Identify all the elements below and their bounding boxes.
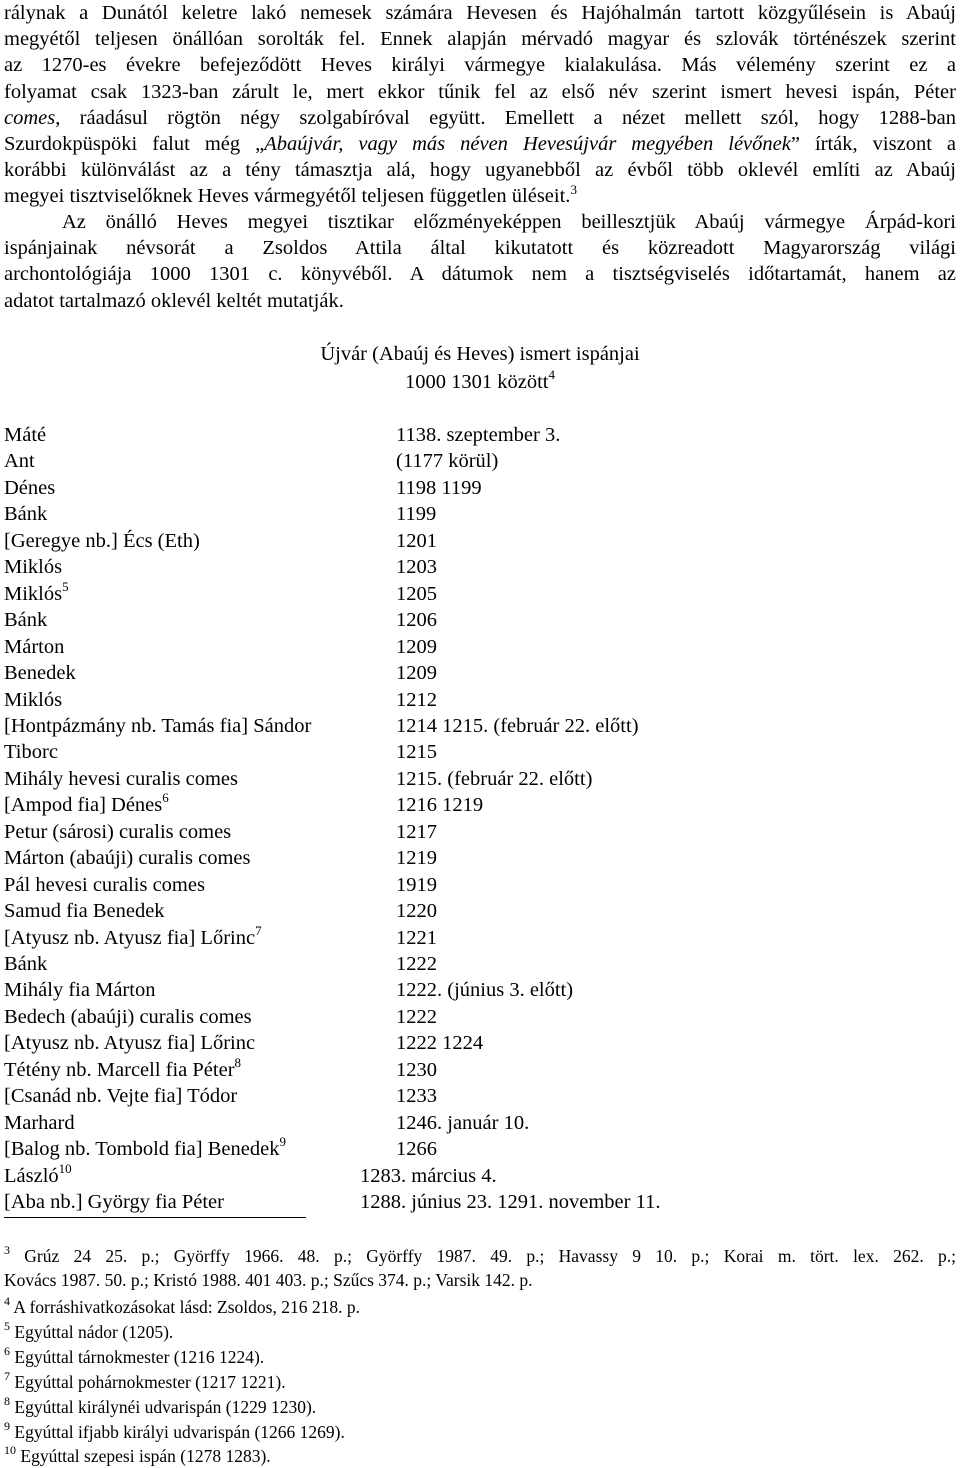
footnote-line — [4, 1370, 956, 1394]
footnote — [4, 1244, 956, 1292]
footnote-text: Kovács 1987. 50. p.; Kristó 1988. 401 403. p.; Szűcs 374. p.; Varsik 142. p. — [4, 1270, 533, 1290]
paragraph-line — [4, 105, 956, 131]
ispan-date: 1209 — [396, 662, 437, 685]
footnote-separator — [4, 1217, 306, 1218]
footnote-text: Egyúttal tárnokmester (1216 1224). — [14, 1347, 265, 1367]
ispan-row — [4, 713, 944, 739]
ispan-name: [Csanád nb. Vejte fia] Tódor — [4, 1085, 238, 1108]
ispan-date: (1177 körül) — [396, 450, 499, 473]
ispan-name: Ant — [4, 450, 35, 473]
ispan-row — [4, 819, 944, 845]
footnote — [4, 1295, 956, 1319]
ispan-name: [Atyusz nb. Atyusz fia] Lőrinc — [4, 1032, 256, 1055]
ispan-name: Marhard — [4, 1111, 75, 1134]
footnote-ref: 5 — [62, 578, 69, 594]
footnote-ref: 8 — [234, 1054, 242, 1070]
ispan-name: Bánk — [4, 953, 48, 975]
ispan-name: Miklós$^5$ — [4, 578, 69, 605]
paragraph-line: Az önálló Heves megyei tisztikar előzményeképpen beillesztjük Abaúj vármegye Árpád-kori — [62, 211, 956, 233]
ispan-name: Márton (abaúji) curalis comes — [4, 847, 251, 870]
list-subheading — [0, 369, 960, 395]
ispan-name: Tétény nb. Marcell fia Péter$^8$ — [4, 1054, 242, 1081]
paragraph-text: Szurdokpüspöki falut még „ — [4, 133, 265, 156]
paragraph-line: ispánjainak névsorát a Zsoldos Attila által kikutatott és közreadott Magyarország világi — [4, 237, 956, 260]
footnote-number: 5 — [4, 1319, 10, 1334]
ispan-date: 1212 — [396, 688, 437, 711]
footnote-line — [4, 1244, 956, 1268]
ispan-row — [4, 951, 944, 977]
ispan-date: 1222. (június 3. előtt) — [396, 979, 574, 1002]
ispan-row — [4, 922, 944, 951]
ispan-date: 1215. (február 22. előtt) — [396, 767, 593, 790]
footnote — [4, 1395, 956, 1419]
ispan-name: Mihály hevesi curalis comes — [4, 767, 238, 790]
list-subheading-text: 1000 1301 között — [405, 371, 549, 393]
ispan-date: 1283. március 4. — [360, 1164, 497, 1187]
ispan-name: Bánk — [4, 609, 48, 632]
footnote — [4, 1345, 956, 1369]
ispan-date: 1266 — [396, 1138, 437, 1161]
ispan-name: [Balog nb. Tombold fia] Benedek$^9$ — [4, 1134, 286, 1161]
footnote-text: Egyúttal királynéi udvarispán (1229 1230). — [14, 1397, 317, 1417]
ispan-row — [4, 634, 944, 660]
ispan-name: Márton — [4, 635, 65, 658]
footnote-ref: 7 — [255, 922, 262, 938]
ispan-name: Máté — [4, 424, 47, 446]
footnote-line — [4, 1395, 956, 1419]
footnote — [4, 1370, 956, 1394]
ispan-row — [4, 501, 944, 527]
ispan-row — [4, 687, 944, 713]
ispan-row — [4, 607, 944, 633]
footnote-line — [4, 1295, 956, 1319]
ispan-date: 1222 — [396, 953, 437, 975]
paragraph-line: az 1270-es évekre befejeződött Heves királyi vármegye kialakulása. Más vélemény szerint ez a — [4, 54, 956, 77]
ispan-date: 1214 1215. (február 22. előtt) — [396, 714, 639, 737]
ispan-name: Samud fia Benedek — [4, 900, 165, 923]
paragraph-text: , ráadásul rögtön négy szolgabíróval együtt. Emellett a nézet mellett szól, hogy 1288-ban — [55, 106, 956, 129]
paragraph-text: ” írták, viszont a — [790, 133, 956, 156]
ispan-name: Mihály fia Márton — [4, 979, 156, 1002]
footnote-ref: 3 — [570, 181, 577, 197]
ispan-date: 1220 — [396, 900, 437, 923]
ispan-name: Petur (sárosi) curalis comes — [4, 820, 232, 843]
footnote-text: Grúz 24 25. p.; Györffy 1966. 48. p.; Györffy 1987. 49. p.; Havassy 9 10. p.; Korai m. tört. lex. 262. p.; — [24, 1246, 957, 1266]
ispan-name: Miklós — [4, 556, 63, 579]
ispan-name: Bánk — [4, 503, 48, 526]
footnote-line — [4, 1444, 956, 1468]
footnote-number: 9 — [4, 1419, 10, 1434]
paragraph-line: korábbi különválást az a tény támasztja alá, hogy ugyanebből az évből több oklevél említi az Abaúj — [4, 159, 956, 182]
ispan-name: [Ampod fia] Dénes$^6$ — [4, 790, 169, 817]
ispan-date: 1201 — [396, 529, 437, 552]
list-heading: Újvár (Abaúj és Heves) ismert ispánjai — [320, 343, 640, 365]
ispan-name: Tiborc — [4, 741, 58, 764]
paragraph-line — [4, 131, 956, 157]
footnote-ref: 10 — [58, 1160, 72, 1176]
footnote-number: 6 — [4, 1344, 10, 1359]
ispan-row — [4, 1030, 944, 1056]
ispan-row — [4, 1160, 944, 1189]
ispan-row — [4, 739, 944, 765]
ispan-name: Dénes — [4, 476, 56, 499]
ispan-row — [4, 1054, 944, 1083]
ispan-date: 1199 — [396, 503, 437, 526]
ispan-row — [4, 1004, 944, 1030]
ispan-date: 1919 — [396, 873, 437, 896]
footnote-line — [4, 1345, 956, 1369]
ispan-name: Bedech (abaúji) curalis comes — [4, 1005, 252, 1028]
footnote-text: A forráshivatkozásokat lásd: Zsoldos, 216 218. p. — [13, 1297, 360, 1317]
footnote-ref: 4 — [548, 367, 555, 383]
paragraph-text: megyei tisztviselőknek Heves vármegyétől teljesen független üléseit. — [4, 185, 571, 208]
ispan-date: 1215 — [396, 741, 437, 764]
footnote-number: 8 — [4, 1394, 10, 1409]
ispan-date: 1221 — [396, 926, 437, 949]
footnote-ref: 9 — [279, 1134, 286, 1150]
ispan-name: Miklós — [4, 688, 63, 711]
ispan-row — [4, 554, 944, 580]
ispan-row — [4, 1189, 944, 1215]
footnote-number: 10 — [4, 1443, 16, 1458]
paragraph-line: megyétől teljesen önállóan sorolták fel. Ennek alapján mérvadó magyar és szlovák történészek szerint — [4, 28, 956, 51]
ispan-row — [4, 1136, 944, 1162]
footnote-line — [4, 1268, 956, 1292]
footnote — [4, 1444, 956, 1468]
ispan-date: 1230 — [396, 1058, 437, 1081]
paragraph-line: rálynak a Dunától keletre lakó nemesek számára Hevesen és Hajóhalmán tartott közgyűlésein is Abaúj — [4, 2, 956, 24]
footnote-text: Egyúttal pohárnokmester (1217 1221). — [14, 1372, 286, 1392]
footnote-ref: 6 — [162, 790, 169, 806]
ispan-row — [4, 578, 944, 607]
ispan-row — [4, 1110, 944, 1136]
ispan-name: [Aba nb.] György fia Péter — [4, 1191, 224, 1214]
paragraph-line: folyamat csak 1323-ban zárult le, mert ekkor tűnik fel az első név szerint ismert hevesi ispán, Péter — [4, 80, 956, 103]
footnote-number: 3 — [4, 1243, 10, 1258]
ispan-row — [4, 766, 944, 792]
ispan-row — [4, 475, 944, 501]
footnote-text: Egyúttal szepesi ispán (1278 1283). — [20, 1446, 271, 1466]
ispan-date: 1219 — [396, 847, 437, 870]
ispan-row — [4, 448, 944, 474]
ispan-date: 1222 1224 — [396, 1032, 484, 1055]
footnote — [4, 1420, 956, 1444]
paragraph-line: archontológiája 1000 1301 c. könyvéből. A dátumok nem a tisztségviselés időtartamát, hanem az — [4, 263, 956, 286]
ispan-date: 1246. január 10. — [396, 1111, 530, 1134]
body-paragraph-2 — [4, 209, 956, 314]
ispan-date: 1222 — [396, 1005, 437, 1028]
ispan-date: 1216 1219 — [396, 794, 484, 817]
ispan-date: 1209 — [396, 635, 437, 658]
footnote-number: 4 — [4, 1294, 10, 1309]
ispan-row — [4, 977, 944, 1003]
ispan-name: Benedek — [4, 662, 76, 685]
ispan-date: 1206 — [396, 609, 437, 632]
ispan-date: 1138. szeptember 3. — [396, 424, 561, 446]
ispan-date: 1203 — [396, 556, 437, 579]
ispan-row — [4, 528, 944, 554]
ispan-name: László$^{10}$ — [4, 1160, 72, 1187]
ispan-row — [4, 792, 944, 818]
ispan-name: Pál hevesi curalis comes — [4, 873, 205, 896]
ispan-name: [Geregye nb.] Écs (Eth) — [4, 529, 200, 552]
italic-term: comes — [4, 106, 56, 129]
ispan-row — [4, 872, 944, 898]
ispan-date: 1198 1199 — [396, 476, 482, 499]
ispan-row — [4, 422, 944, 448]
ispan-date: 1217 — [396, 820, 437, 843]
footnote-line — [4, 1420, 956, 1444]
ispan-date: 1288. június 23. 1291. november 11. — [360, 1191, 661, 1214]
ispan-row — [4, 845, 944, 871]
paragraph-line — [4, 183, 956, 209]
ispan-row — [4, 660, 944, 686]
footnote-line — [4, 1320, 956, 1344]
footnote-number: 7 — [4, 1369, 10, 1384]
italic-quote: Abaújvár, vagy más néven Hevesújvár megyében lévőnek — [264, 133, 791, 156]
paragraph-line: adatot tartalmazó oklevél keltét mutatják. — [4, 289, 344, 312]
ispan-date: 1205 — [396, 582, 437, 605]
body-paragraph-1 — [4, 0, 956, 210]
ispan-date: 1233 — [396, 1085, 437, 1108]
ispan-name: [Atyusz nb. Atyusz fia] Lőrinc$^7$ — [4, 922, 262, 949]
ispan-row — [4, 1083, 944, 1109]
ispan-row — [4, 898, 944, 924]
footnote — [4, 1320, 956, 1344]
footnote-text: Egyúttal nádor (1205). — [14, 1322, 174, 1342]
footnote-text: Egyúttal ifjabb királyi udvarispán (1266 1269). — [14, 1422, 345, 1442]
ispan-name: [Hontpázmány nb. Tamás fia] Sándor — [4, 714, 312, 737]
